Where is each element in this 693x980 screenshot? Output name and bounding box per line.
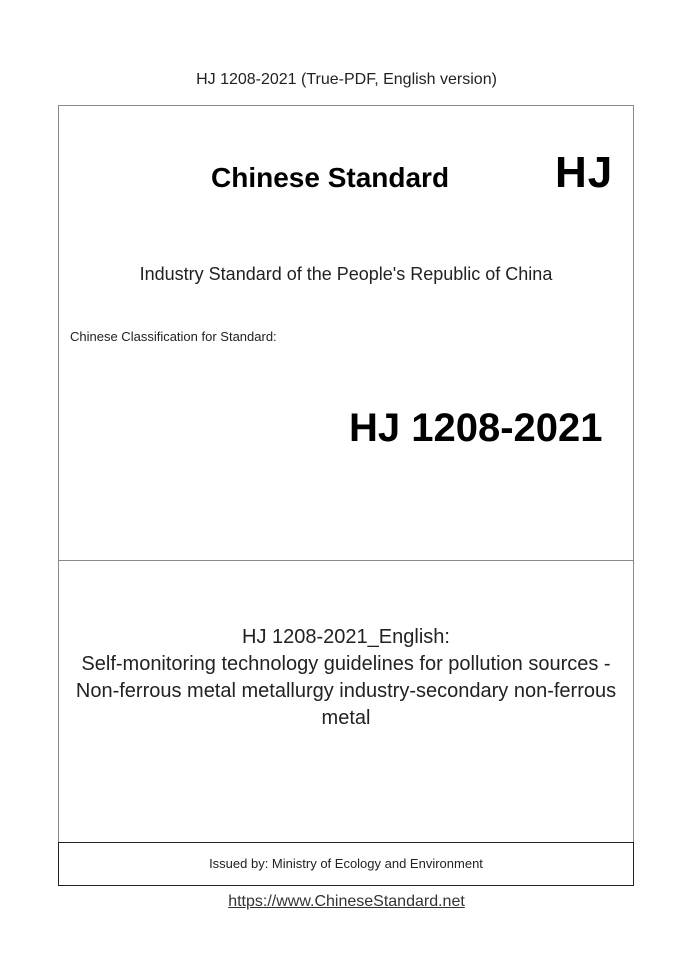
title-line: HJ 1208-2021_English: <box>242 626 450 648</box>
title-line: Self-monitoring technology guidelines for pollution sources - <box>81 653 611 675</box>
cover-upper-section <box>59 106 633 561</box>
document-title <box>59 624 633 732</box>
issuer-text: Issued by: Ministry of Ecology and Environment <box>209 856 483 871</box>
industry-standard-line: Industry Standard of the People's Republic of China <box>139 264 553 284</box>
classification-label: Chinese Classification for Standard: <box>70 329 277 344</box>
issuer-box <box>58 842 634 886</box>
website-link[interactable]: https://www.ChineseStandard.net <box>228 893 465 910</box>
cover-frame <box>58 105 634 885</box>
standard-code: HJ <box>555 148 614 197</box>
standard-type-heading: Chinese Standard <box>211 162 450 193</box>
title-line: Non-ferrous metal metallurgy industry-secondary non-ferrous <box>75 680 617 702</box>
title-line: metal <box>321 707 371 729</box>
page-header-title: HJ 1208-2021 (True-PDF, English version) <box>196 71 497 88</box>
document-number: HJ 1208-2021 <box>349 406 603 450</box>
